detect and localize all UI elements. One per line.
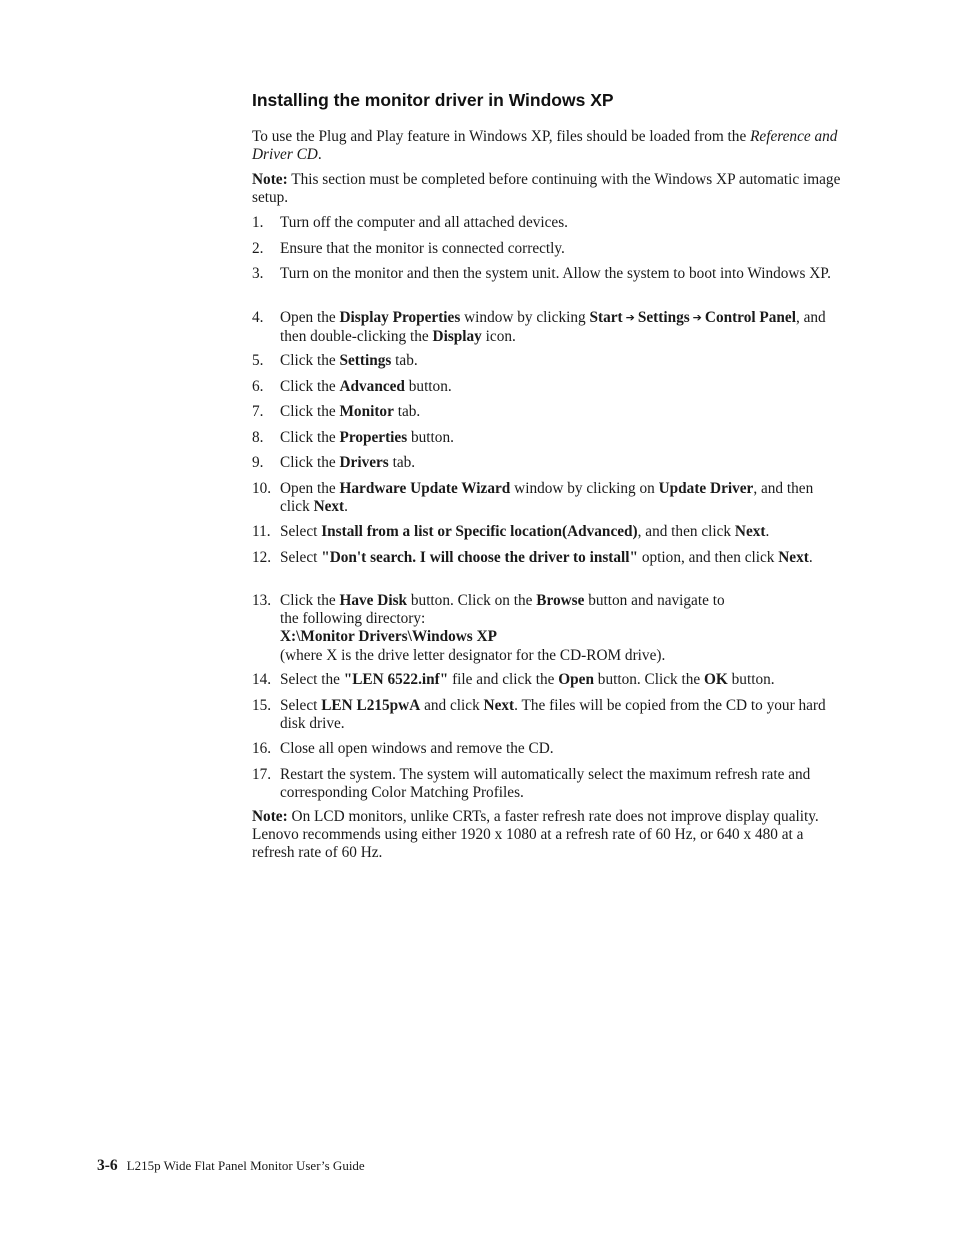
step-number: 5. [252, 352, 264, 369]
list-item [252, 240, 842, 258]
step-text: Ensure that the monitor is connected correctly. [280, 240, 565, 257]
page-footer [97, 1157, 365, 1175]
step-text: Restart the system. The system will automatically select the maximum refresh rate and corresponding Color Matching Profiles. [280, 766, 811, 802]
step-text: Turn off the computer and all attached devices. [280, 214, 569, 231]
step-number: 15. [252, 697, 272, 714]
step-number: 1. [252, 214, 264, 231]
step-text: Turn on the monitor and then the system unit. Allow the system to boot into Windows XP. [280, 265, 831, 282]
step-text: Select Install from a list or Specific location(Advanced), and then click Next. [280, 523, 770, 540]
step-text: Click the Settings tab. [280, 352, 418, 369]
list-item [252, 766, 842, 802]
list-item [252, 265, 842, 283]
step-number: 2. [252, 240, 264, 257]
arrow-right-icon: ➔ [625, 311, 635, 324]
intro-paragraph: To use the Plug and Play feature in Windows XP, files should be loaded from the Reference and Driver CD. [252, 128, 838, 164]
step-number: 17. [252, 766, 272, 783]
step-number: 7. [252, 403, 264, 420]
step-number: 8. [252, 429, 264, 446]
list-item [252, 523, 842, 541]
step-number: 4. [252, 309, 264, 326]
step-text: Select LEN L215pwA and click Next. The files will be copied from the CD to your hard disk drive. [280, 697, 826, 733]
list-item [252, 671, 842, 689]
step-number: 14. [252, 671, 272, 688]
step-number: 3. [252, 265, 264, 282]
list-item [252, 429, 842, 447]
intro-text: To use the Plug and Play feature in Windows XP, files should be loaded from the [252, 128, 747, 145]
step-text: Click the Advanced button. [280, 378, 452, 395]
step-text: Select "Don't search. I will choose the driver to install" option, and then click Next. [280, 549, 813, 566]
list-item [252, 454, 842, 472]
page-number: 3-6 [97, 1157, 118, 1174]
step-text: Open the Hardware Update Wizard window by clicking on Update Driver, and then click Next. [280, 480, 814, 516]
list-item [252, 549, 842, 567]
step-number: 6. [252, 378, 264, 395]
note-text: This section must be completed before continuing with the Windows XP automatic image setup. [252, 171, 841, 207]
cd-name: Reference and Driver CD [252, 128, 838, 164]
list-item [252, 214, 842, 232]
list-item [252, 403, 842, 421]
step-number: 13. [252, 592, 272, 609]
step-number: 11. [252, 523, 271, 540]
arrow-right-icon: ➔ [692, 311, 702, 324]
list-item [252, 352, 842, 370]
note-refresh-rate [252, 808, 842, 863]
step-number: 10. [252, 480, 272, 497]
step-text: Click the Drivers tab. [280, 454, 416, 471]
step-text: Click the Have Disk button. Click on the Browse button and navigate to the following directory: X:\Monitor Drivers\Windows XP (where X is the drive letter designator for the CD-ROM drive). [280, 592, 842, 665]
step-text: Click the Monitor tab. [280, 403, 421, 420]
step-text: Select the "LEN 6522.inf" file and click the Open button. Click the OK button. [280, 671, 775, 688]
step-number: 12. [252, 549, 272, 566]
note-label: Note: [252, 171, 288, 188]
list-item [252, 480, 842, 516]
step-number: 16. [252, 740, 272, 757]
note-preliminary [252, 171, 842, 207]
directory-path: X:\Monitor Drivers\Windows XP [280, 628, 497, 646]
note-label: Note: [252, 808, 288, 825]
section-heading: Installing the monitor driver in Windows XP [252, 90, 614, 110]
list-item [252, 592, 842, 665]
step-text: Click the Properties button. [280, 429, 454, 446]
step-text: Open the Display Properties window by clicking Start ➔ Settings ➔ Control Panel, and then double-clicking the Display icon. [280, 309, 826, 346]
list-item [252, 378, 842, 396]
list-item [252, 697, 842, 733]
note-text: On LCD monitors, unlike CRTs, a faster refresh rate does not improve display quality. Lenovo recommends using either 1920 x 1080 at a refresh rate of 60 Hz, or 640 x 480 at a refresh rate of 60 Hz. [252, 808, 819, 862]
list-item [252, 309, 842, 346]
list-item [252, 740, 842, 758]
guide-title: L215p Wide Flat Panel Monitor User’s Guide [126, 1158, 365, 1173]
step-text: Close all open windows and remove the CD. [280, 740, 554, 757]
step-number: 9. [252, 454, 264, 471]
